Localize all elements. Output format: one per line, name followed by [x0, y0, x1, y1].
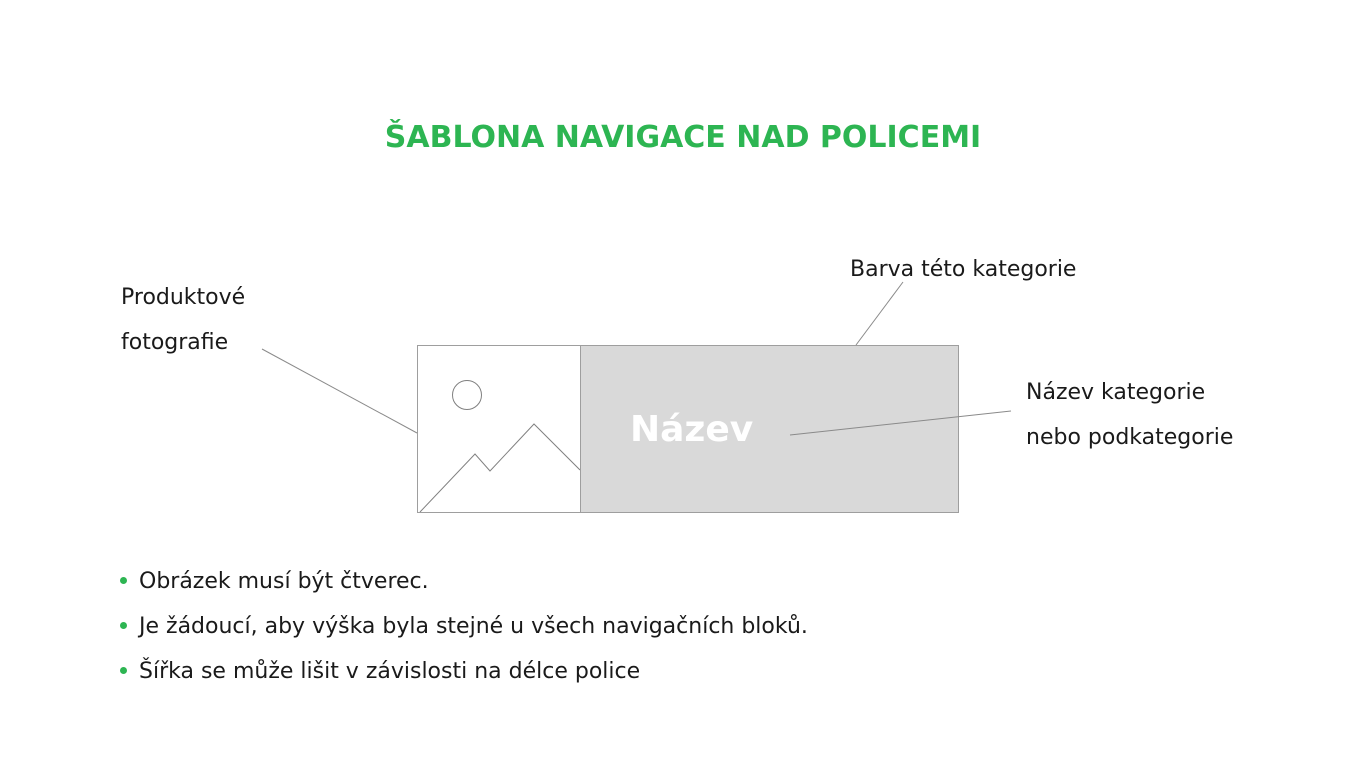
category-name-text: Název [630, 409, 754, 450]
image-placeholder-icon [418, 346, 580, 512]
list-item-text: Je žádoucí, aby výška byla stejné u všech navigačních bloků. [139, 614, 808, 639]
callout-line: Produktové [121, 285, 246, 310]
bullet-icon [120, 577, 127, 584]
requirements-list [118, 559, 808, 694]
list-item [118, 559, 808, 604]
callout-line: Název kategorie [1026, 380, 1206, 405]
product-photo-placeholder [418, 346, 581, 512]
callout-product-photo [121, 275, 245, 365]
leader-line-photo [262, 349, 417, 433]
bullet-icon [120, 667, 127, 674]
bullet-icon [120, 622, 127, 629]
callout-line: fotografie [121, 330, 229, 355]
callout-line: Barva této kategorie [850, 257, 1077, 282]
callout-line: nebo podkategorie [1026, 425, 1234, 450]
list-item [118, 649, 808, 694]
callout-category-color [850, 247, 1076, 292]
list-item-text: Šířka se může lišit v závislosti na délce police [139, 659, 641, 684]
list-item-text: Obrázek musí být čtverec. [139, 569, 429, 594]
navigation-block-template [417, 345, 959, 513]
page-title: ŠABLONA NAVIGACE NAD POLICEMI [384, 120, 982, 155]
callout-category-name [1026, 370, 1233, 460]
list-item [118, 604, 808, 649]
